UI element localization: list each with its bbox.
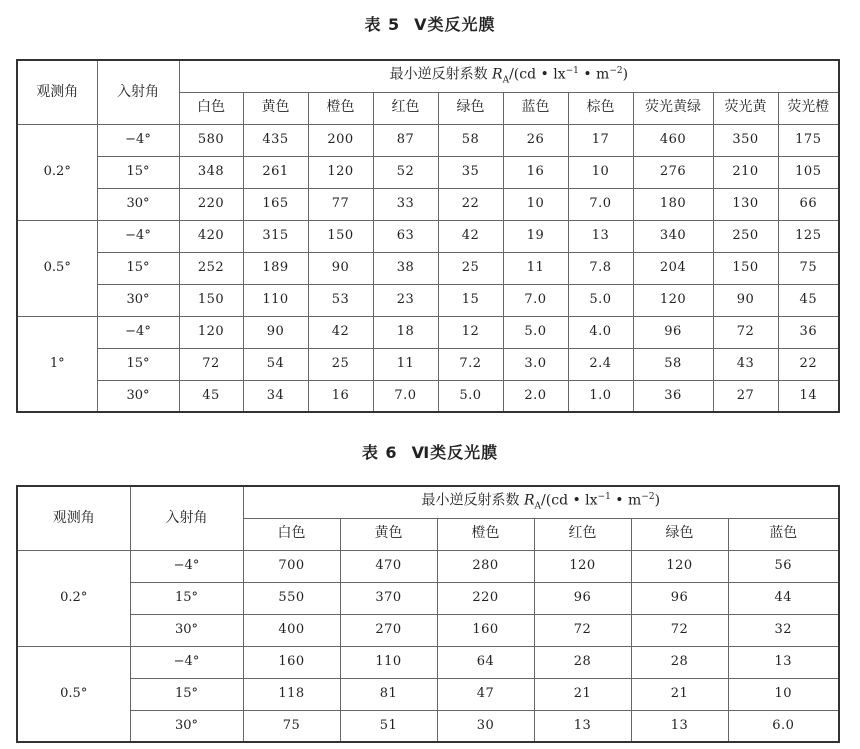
coefficient-value-cell: 32 (728, 614, 839, 646)
coefficient-value-cell: 160 (243, 646, 340, 678)
coefficient-value-cell: 400 (243, 614, 340, 646)
coefficient-value-cell: 21 (631, 678, 728, 710)
entrance-angle-cell: 30° (97, 380, 179, 412)
coef-unit-b: • m (610, 492, 642, 509)
coefficient-value-cell: 47 (437, 678, 534, 710)
coef-subscript: A (502, 75, 510, 86)
coefficient-value-cell: 42 (438, 220, 503, 252)
color-header: 橙色 (308, 92, 373, 124)
coefficient-value-cell: 4.0 (568, 316, 633, 348)
coefficient-value-cell: 315 (243, 220, 308, 252)
coefficient-value-cell: 90 (308, 252, 373, 284)
coefficient-value-cell: 1.0 (568, 380, 633, 412)
coef-unit-c: ) (622, 66, 629, 83)
coefficient-value-cell: 53 (308, 284, 373, 316)
coefficient-value-cell: 7.8 (568, 252, 633, 284)
coefficient-value-cell: 105 (778, 156, 839, 188)
entrance-angle-cell: −4° (97, 124, 179, 156)
coefficient-value-cell: 72 (534, 614, 631, 646)
entrance-angle-cell: −4° (97, 220, 179, 252)
coefficient-value-cell: 26 (503, 124, 568, 156)
coefficient-value-cell: 3.0 (503, 348, 568, 380)
coef-unit-exp2: −2 (641, 491, 655, 502)
coefficient-value-cell: 120 (179, 316, 243, 348)
color-header: 绿色 (631, 518, 728, 550)
table-row (17, 582, 839, 614)
coefficient-value-cell: 35 (438, 156, 503, 188)
color-header: 绿色 (438, 92, 503, 124)
coefficient-value-cell: 16 (308, 380, 373, 412)
coefficient-value-cell: 125 (778, 220, 839, 252)
table-row (17, 316, 839, 348)
coefficient-value-cell: 51 (340, 710, 437, 742)
coefficient-value-cell: 420 (179, 220, 243, 252)
entrance-angle-cell: −4° (130, 646, 243, 678)
coefficient-value-cell: 550 (243, 582, 340, 614)
header-entrance-angle: 入射角 (97, 60, 179, 124)
coef-unit-a: /(cd • lx (509, 66, 566, 83)
coefficient-value-cell: 7.0 (373, 380, 438, 412)
coefficient-value-cell: 16 (503, 156, 568, 188)
table-row (17, 550, 839, 582)
coef-symbol: R (524, 492, 535, 509)
header-retroreflection-coefficient (243, 486, 839, 518)
coefficient-value-cell: 66 (778, 188, 839, 220)
coefficient-value-cell: 28 (534, 646, 631, 678)
coefficient-value-cell: 189 (243, 252, 308, 284)
color-header: 黄色 (243, 92, 308, 124)
coefficient-value-cell: 175 (778, 124, 839, 156)
coefficient-value-cell: 58 (633, 348, 713, 380)
coefficient-value-cell: 7.0 (568, 188, 633, 220)
table-row (17, 124, 839, 156)
coefficient-value-cell: 54 (243, 348, 308, 380)
coefficient-value-cell: 11 (373, 348, 438, 380)
entrance-angle-cell: 30° (130, 710, 243, 742)
coefficient-value-cell: 5.0 (438, 380, 503, 412)
color-header: 棕色 (568, 92, 633, 124)
coefficient-value-cell: 96 (534, 582, 631, 614)
coefficient-value-cell: 90 (243, 316, 308, 348)
coefficient-value-cell: 72 (713, 316, 778, 348)
coefficient-value-cell: 180 (633, 188, 713, 220)
coefficient-value-cell: 7.0 (503, 284, 568, 316)
table6-title (0, 440, 860, 463)
entrance-angle-cell: 15° (97, 348, 179, 380)
entrance-angle-cell: −4° (97, 316, 179, 348)
table-row (17, 646, 839, 678)
coefficient-value-cell: 14 (778, 380, 839, 412)
coefficient-value-cell: 28 (631, 646, 728, 678)
color-header: 黄色 (340, 518, 437, 550)
coefficient-value-cell: 165 (243, 188, 308, 220)
coefficient-value-cell: 435 (243, 124, 308, 156)
table-row (17, 284, 839, 316)
coefficient-value-cell: 22 (778, 348, 839, 380)
observation-angle-cell: 0.5° (17, 220, 97, 316)
coefficient-value-cell: 220 (179, 188, 243, 220)
coefficient-value-cell: 120 (308, 156, 373, 188)
coef-unit-exp2: −2 (609, 65, 623, 76)
header-retroreflection-coefficient (179, 60, 839, 92)
color-header: 蓝色 (728, 518, 839, 550)
coefficient-value-cell: 96 (633, 316, 713, 348)
table-row (17, 380, 839, 412)
coefficient-value-cell: 13 (534, 710, 631, 742)
coef-label: 最小逆反射系数 (389, 66, 493, 83)
coefficient-value-cell: 120 (534, 550, 631, 582)
coefficient-value-cell: 110 (340, 646, 437, 678)
coef-unit-exp1: −1 (597, 491, 611, 502)
coefficient-value-cell: 63 (373, 220, 438, 252)
coef-unit-a: /(cd • lx (541, 492, 598, 509)
coefficient-value-cell: 6.0 (728, 710, 839, 742)
coefficient-value-cell: 350 (713, 124, 778, 156)
coefficient-value-cell: 96 (631, 582, 728, 614)
coefficient-value-cell: 261 (243, 156, 308, 188)
color-header: 橙色 (437, 518, 534, 550)
color-header: 荧光黄绿 (633, 92, 713, 124)
table-row (17, 710, 839, 742)
coefficient-value-cell: 45 (778, 284, 839, 316)
header-observation-angle: 观测角 (17, 60, 97, 124)
coefficient-value-cell: 13 (568, 220, 633, 252)
coefficient-value-cell: 25 (308, 348, 373, 380)
coefficient-value-cell: 17 (568, 124, 633, 156)
coefficient-value-cell: 81 (340, 678, 437, 710)
coefficient-value-cell: 160 (437, 614, 534, 646)
observation-angle-cell: 0.2° (17, 550, 130, 646)
coef-unit-exp1: −1 (565, 65, 579, 76)
coefficient-value-cell: 252 (179, 252, 243, 284)
table6-title-name: Ⅵ类反光膜 (411, 443, 499, 462)
coefficient-value-cell: 21 (534, 678, 631, 710)
color-header: 红色 (373, 92, 438, 124)
coefficient-value-cell: 15 (438, 284, 503, 316)
coefficient-value-cell: 150 (179, 284, 243, 316)
color-header: 荧光橙 (778, 92, 839, 124)
coefficient-value-cell: 64 (437, 646, 534, 678)
coefficient-value-cell: 11 (503, 252, 568, 284)
color-header: 蓝色 (503, 92, 568, 124)
coefficient-value-cell: 700 (243, 550, 340, 582)
coefficient-value-cell: 276 (633, 156, 713, 188)
coefficient-value-cell: 75 (243, 710, 340, 742)
coefficient-value-cell: 2.4 (568, 348, 633, 380)
table5 (16, 59, 840, 413)
coefficient-value-cell: 12 (438, 316, 503, 348)
coefficient-value-cell: 72 (631, 614, 728, 646)
coefficient-value-cell: 13 (728, 646, 839, 678)
coefficient-value-cell: 460 (633, 124, 713, 156)
color-header: 荧光黄 (713, 92, 778, 124)
coefficient-value-cell: 370 (340, 582, 437, 614)
coefficient-value-cell: 44 (728, 582, 839, 614)
coefficient-value-cell: 200 (308, 124, 373, 156)
coefficient-value-cell: 36 (778, 316, 839, 348)
table-row (17, 188, 839, 220)
coefficient-value-cell: 150 (713, 252, 778, 284)
coefficient-value-cell: 56 (728, 550, 839, 582)
coefficient-value-cell: 42 (308, 316, 373, 348)
coefficient-value-cell: 120 (631, 550, 728, 582)
coefficient-value-cell: 33 (373, 188, 438, 220)
color-header: 白色 (179, 92, 243, 124)
header-observation-angle: 观测角 (17, 486, 130, 550)
coefficient-value-cell: 45 (179, 380, 243, 412)
observation-angle-cell: 0.5° (17, 646, 130, 742)
coefficient-value-cell: 340 (633, 220, 713, 252)
coefficient-value-cell: 7.2 (438, 348, 503, 380)
coefficient-value-cell: 19 (503, 220, 568, 252)
coefficient-value-cell: 36 (633, 380, 713, 412)
table5-title (0, 12, 860, 35)
entrance-angle-cell: 15° (97, 252, 179, 284)
coefficient-value-cell: 5.0 (568, 284, 633, 316)
coefficient-value-cell: 58 (438, 124, 503, 156)
coefficient-value-cell: 204 (633, 252, 713, 284)
coefficient-value-cell: 27 (713, 380, 778, 412)
color-header: 白色 (243, 518, 340, 550)
table6-title-number: 表 6 (361, 443, 398, 462)
coefficient-value-cell: 72 (179, 348, 243, 380)
coefficient-value-cell: 30 (437, 710, 534, 742)
coefficient-value-cell: 23 (373, 284, 438, 316)
coef-subscript: A (534, 501, 542, 512)
coefficient-value-cell: 38 (373, 252, 438, 284)
coefficient-value-cell: 22 (438, 188, 503, 220)
coefficient-value-cell: 13 (631, 710, 728, 742)
coefficient-value-cell: 90 (713, 284, 778, 316)
entrance-angle-cell: 30° (130, 614, 243, 646)
coefficient-value-cell: 348 (179, 156, 243, 188)
observation-angle-cell: 0.2° (17, 124, 97, 220)
observation-angle-cell: 1° (17, 316, 97, 412)
coefficient-value-cell: 10 (503, 188, 568, 220)
coef-label: 最小逆反射系数 (421, 492, 524, 509)
coefficient-value-cell: 77 (308, 188, 373, 220)
coefficient-value-cell: 10 (728, 678, 839, 710)
entrance-angle-cell: 15° (130, 582, 243, 614)
table-row (17, 348, 839, 380)
coefficient-value-cell: 220 (437, 582, 534, 614)
entrance-angle-cell: −4° (130, 550, 243, 582)
coefficient-value-cell: 110 (243, 284, 308, 316)
coefficient-value-cell: 150 (308, 220, 373, 252)
coef-unit-b: • m (578, 66, 610, 83)
coefficient-value-cell: 75 (778, 252, 839, 284)
coefficient-value-cell: 25 (438, 252, 503, 284)
coefficient-value-cell: 18 (373, 316, 438, 348)
table5-title-name: Ⅴ类反光膜 (414, 15, 496, 34)
color-header: 红色 (534, 518, 631, 550)
coefficient-value-cell: 120 (633, 284, 713, 316)
coefficient-value-cell: 5.0 (503, 316, 568, 348)
entrance-angle-cell: 15° (97, 156, 179, 188)
table5-title-number: 表 5 (364, 15, 401, 34)
coefficient-value-cell: 470 (340, 550, 437, 582)
coefficient-value-cell: 87 (373, 124, 438, 156)
table-row (17, 156, 839, 188)
coefficient-value-cell: 52 (373, 156, 438, 188)
table6 (16, 485, 840, 743)
coefficient-value-cell: 130 (713, 188, 778, 220)
coef-unit-c: ) (654, 492, 661, 509)
coefficient-value-cell: 210 (713, 156, 778, 188)
header-entrance-angle: 入射角 (130, 486, 243, 550)
table-row (17, 252, 839, 284)
coefficient-value-cell: 10 (568, 156, 633, 188)
entrance-angle-cell: 30° (97, 284, 179, 316)
coefficient-value-cell: 118 (243, 678, 340, 710)
entrance-angle-cell: 30° (97, 188, 179, 220)
coef-symbol: R (492, 66, 503, 83)
table-row (17, 678, 839, 710)
coefficient-value-cell: 43 (713, 348, 778, 380)
coefficient-value-cell: 250 (713, 220, 778, 252)
entrance-angle-cell: 15° (130, 678, 243, 710)
table-row (17, 614, 839, 646)
coefficient-value-cell: 280 (437, 550, 534, 582)
table-row (17, 220, 839, 252)
coefficient-value-cell: 270 (340, 614, 437, 646)
coefficient-value-cell: 2.0 (503, 380, 568, 412)
coefficient-value-cell: 34 (243, 380, 308, 412)
coefficient-value-cell: 580 (179, 124, 243, 156)
